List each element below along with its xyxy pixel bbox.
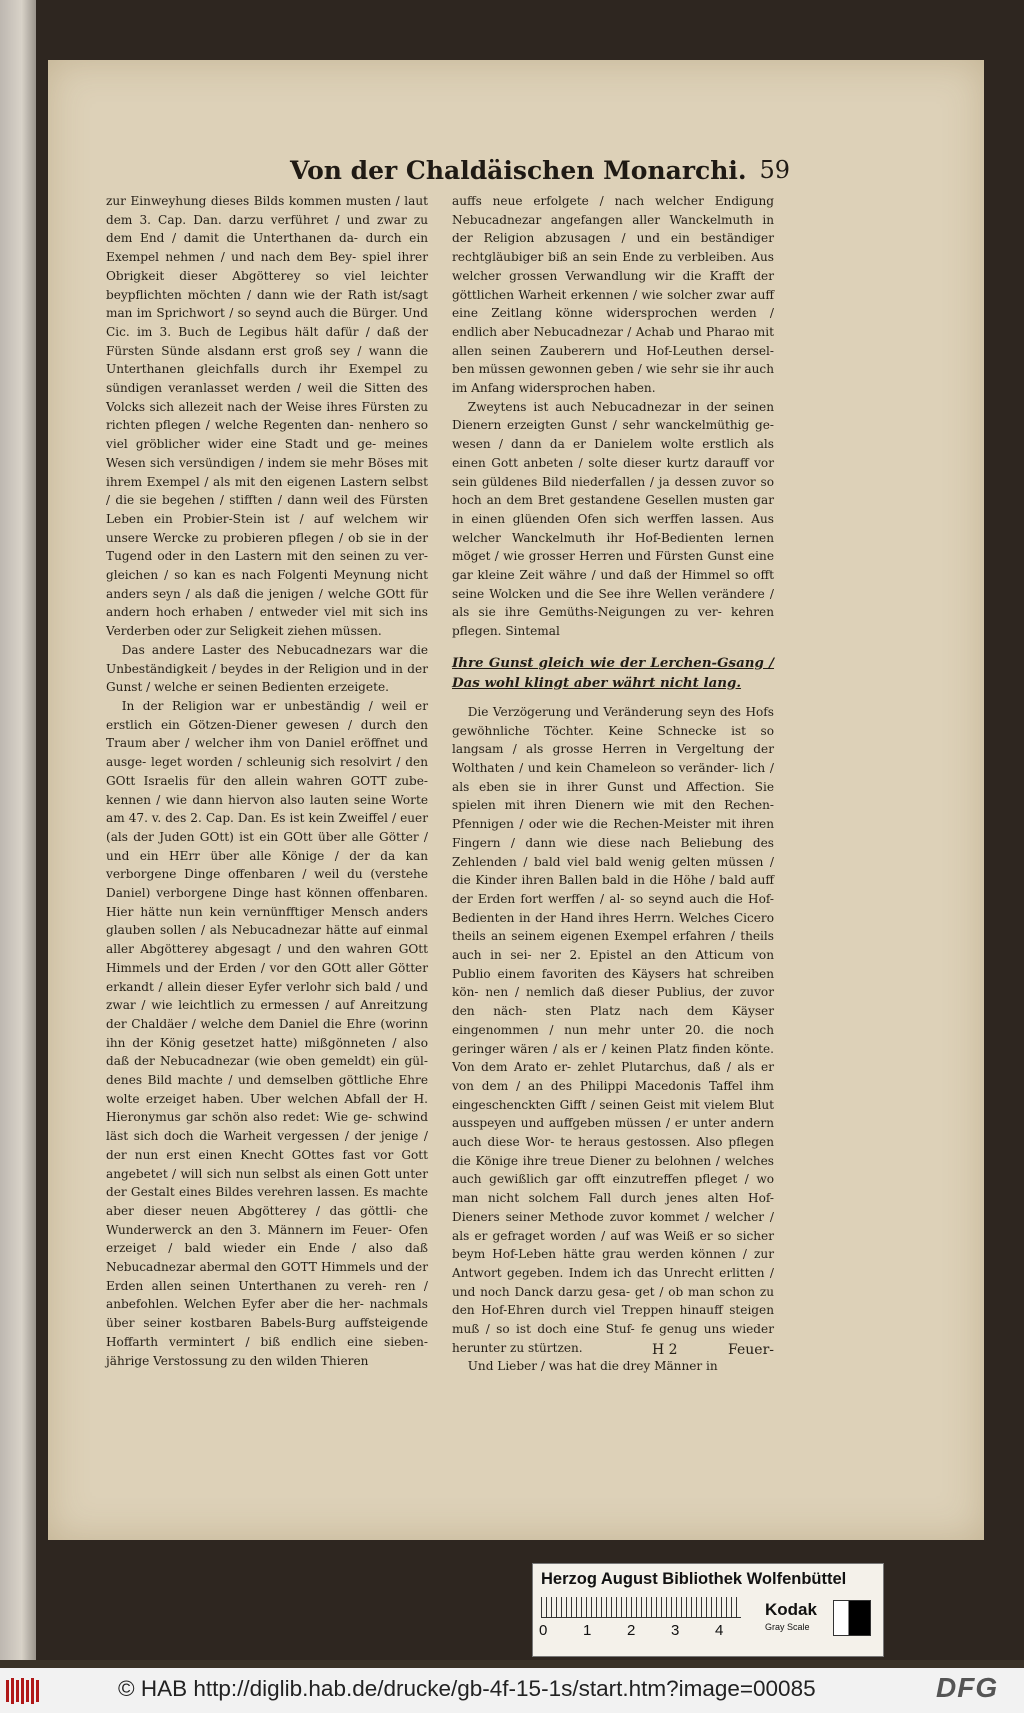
scale-ruler: [541, 1597, 741, 1618]
signature-mark: H 2: [652, 1342, 678, 1358]
gray-scale-swatch: [833, 1600, 871, 1636]
paragraph: Zweytens ist auch Nebucadnezar in der seinen Dienern erzeigten Gunst / sehr wanckelmüthig ge- wesen / dann da er Danielem wolte erstlich als einen Gott anbeten / solte dieser kurtz darauff vor sein güldenes Bild niederfallen / ja dessen zuvor so hoch an dem Bret gestandene Gesellen musten gar in einen glüenden Ofen sich werffen lassen. Aus welcher Wanckelmuth ihr Hof-Bedienten lernen möget / wie grosser Herren und Fürsten Gunst eine gar kleine Zeit währe / und daß der Himmel so offt seine Wolcken und die See ihre Wellen verändere / als sie ihre Gemüths-Neigungen zu ver- kehren pflegen. Sintemal: [452, 399, 774, 639]
paragraph: Das andere Laster des Nebucadnezars war die Unbeständigkeit / beydes in der Religion und in der Gunst / welche er seinen Bedienten erzeigete.: [106, 642, 428, 695]
motto-verse: Ihre Gunst gleich wie der Lerchen-Gsang / Das wohl klingt aber währt nicht lang.: [452, 654, 774, 691]
ruler-number: 1: [583, 1622, 592, 1639]
catchword: Feuer-: [728, 1342, 774, 1358]
hab-logo-icon: [4, 1676, 46, 1706]
running-title: Von der Chaldäischen Monarchi.: [290, 156, 747, 185]
paragraph: In der Religion war er unbeständig / weil er erstlich ein Götzen-Diener gewesen / durch den Traum aber / welcher ihm von Daniel eröffnet und ausge- leget worden / schleunig sich resolvirt / den GOtt Israelis für den allein wahren GOTT zube- kennen / wie dann hiervon also lauten seine Worte am 47. v. des 2. Cap. Dan. Es ist kein Zweiffel / euer (als der Juden GOtt) ist ein GOtt über alle Götter / und ein HErr über alle Könige / der da kan verborgene Dinge offenbaren / weil du (verstehe Daniel) verborgene Dinge hast können offenbaren. Hier hätte nun kein vernünfftiger Mensch anders glauben sollen / als Nebucadnezar hätte auf einmal aller Abgötterey abgesagt / und den wahren GOtt Himmels und der Erden / vor den GOtt aller Götter erkandt / allein dieser Eyfer verlohr sich bald / und zwar / wie leichtlich zu ermessen / auf Anreitzung der Chaldäer / welche dem Daniel die Ehre (worinn ihn der König gesetzet hatte) mißgönneten / also daß der Nebucadnezar (wie oben gemeldt) ein gül- denes Bild machte / und demselben göttliche Ehre wolte erzeiget haben. Uber welchen Abfall der H. Hieronymus gar schön also redet: Wie ge- schwind läst sich doch die Warheit vergessen / der jenige / der nun erst einen Knecht GOttes fast vor Gott angebetet / will sich nun selbst als einen Gott unter der Gestalt eines Bildes verehren lassen. Es machte aber dieser neuen Abgötterey / das göttli- che Wunderwerck an den 3. Männern im Feuer- Ofen erzeiget / bald wieder ein Ende / also daß Nebucadnezar abermal den GOTT Himmels und der Erden allen seinen Unterthanen zu vereh- ren / anbefohlen. Welchen Eyfer aber die her- nachmals über seiner kostbaren Babels-Burg auffsteigende Hoffarth vermintert / biß endlich eine sieben-jährige Verstossung zu den wilden Thieren: [106, 698, 428, 1368]
paragraph: zur Einweyhung dieses Bilds kommen musten / laut dem 3. Cap. Dan. darzu verführet / und zwar zu dem End / damit die Unterthanen da- durch ein Exempel nehmen / und nach dem Bey- spiel ihrer Obrigkeit dieser Abgötterey so viel leichter beypflichten möchten / dann wie der Rath ist/sagt man im Sprichwort / so seynd auch die Bürger. Und Cic. im 3. Buch de Legibus hält dafür / daß der Fürsten Sünde alsdann erst groß sey / wann die Unterthanen gleichfalls durch ihr Exempel zu sündigen veranlasset werden / weil die Sitten des Volcks sich allezeit nach der Weise ihres Fürsten zu richten pflegen / welche Regenten dan- nenhero so viel gröblicher wider eine Stadt und ge- meines Wesen sich versündigen / indem sie mehr Böses mit ihrem Exempel / als mit den eigenen Lastern selbst / die sie begehen / stifften / dann weil des Fürsten Leben ein Probier-Stein ist / auf welchem wir unsere Wercke zu probieren pflegen / ob sie in der Tugend oder in den Lastern mit den seinen zu ver- gleichen / so kan es nach Folgenti Meynung nicht anders seyn / als daß die jenigen / welche GOtt für andern hoch erhaben / entweder viel mit sich ins Verderben oder zur Seligkeit ziehen müssen.: [106, 194, 428, 639]
paragraph: Und Lieber / was hat die drey Männer in: [467, 1359, 718, 1374]
ruler-number: 4: [715, 1622, 724, 1639]
dfg-logo: DFG: [936, 1672, 999, 1703]
right-text-column: [452, 192, 774, 1376]
page-number: 59: [759, 156, 790, 184]
page-footer: [452, 1342, 774, 1364]
ruler-number: 0: [539, 1622, 548, 1639]
ruler-number: 3: [671, 1622, 680, 1639]
paragraph: Die Verzögerung und Veränderung seyn des Hofs gewöhnliche Töchter. Keine Schnecke ist so langsam / als grosse Herren in Vergeltung der Wolthaten / und kein Chameleon so veränder- lich / als eben sie in ihrer Gunst und Affection. Sie spielen mit ihren Dienern wie mit den Rechen- Pfennigen / oder wie die Rechen-Meister mit ihren Fingern / dann wie diese nach Beliebung des Zehlenden / bald viel bald wenig gelten müssen / die Kinder ihren Ballen bald in die Höhe / bald auff der Erden fort werffen / al- so seynd auch die Hof-Bedienten in der Hand ihres Herrn. Welches Cicero theils an seinem eigenen Exempel erfahren / theils auch in sei- ner 2. Epistel an den Atticum von Publio einem favoriten des Käysers hat schreiben kön- nen / nemlich daß dieser Publius, der zuvor den näch- sten Platz nach dem Käyser eingenommen / nun mehr unter 20. die noch geringer wären / als er / keinen Platz finden könte. Von dem Arato er- zehlet Plutarchus, daß / als er von dem / an des Philippi Macedonis Taffel ihm eingeschenckten Gifft / seinen Geist mit vielem Blut ausspeyen und auffgeben müssen / er unter andern auch diese Wor- te heraus gestossen. Also pflegen die Könige ihre treue Diener zu belohnen / welches auch gewißlich gar offt einzutreffen pfleget / wo man nicht solchem Fall durch jenes alten Hof-Dieners seiner Methode zuvor kommet / welcher / als er gefraget worden / auf was Weiß er so sicher beym Hof-Leben hätte grau werden können / zur Antwort gegeben. Indem ich das Unrecht erlitten / und noch Danck darzu gesa- get / ob man schon zu den Hof-Ehren durch viel Treppen hinauff steigen muß / so ist doch eine Stuf- fe genug uns wieder herunter zu stürtzen.: [452, 704, 774, 1355]
previous-page-edge: [0, 0, 36, 1660]
kodak-label: Kodak: [765, 1600, 817, 1619]
permalink-text[interactable]: © HAB http://diglib.hab.de/drucke/gb-4f-15-1s/start.htm?image=00085: [118, 1676, 816, 1701]
viewer-footer-bar: [0, 1668, 1024, 1713]
gray-scale-label: Gray Scale: [765, 1622, 810, 1632]
library-color-card: [532, 1563, 884, 1657]
library-name: Herzog August Bibliothek Wolfenbüttel: [541, 1570, 847, 1588]
ruler-number: 2: [627, 1622, 636, 1639]
paragraph: auffs neue erfolgete / nach welcher Endigung Nebucadnezar angefangen aller Wanckelmuth in der Religion abzusagen / und ein beständiger rechtgläubiger biß an sein Ende zu verbleiben. Aus welcher grossen Verwandlung wir die Krafft der göttlichen Warheit erkennen / wie solcher zwar auff eine Zeitlang könne widersprochen werden / endlich aber Nebucadnezar / Achab und Pharao mit allen seinen Zauberern und Hof-Leuthen dersel- ben müssen gewonnen geben / wie sehr sie ihr auch im Anfang widersprochen haben.: [452, 194, 774, 396]
page-header: [290, 156, 790, 196]
left-text-column: [106, 192, 428, 1370]
